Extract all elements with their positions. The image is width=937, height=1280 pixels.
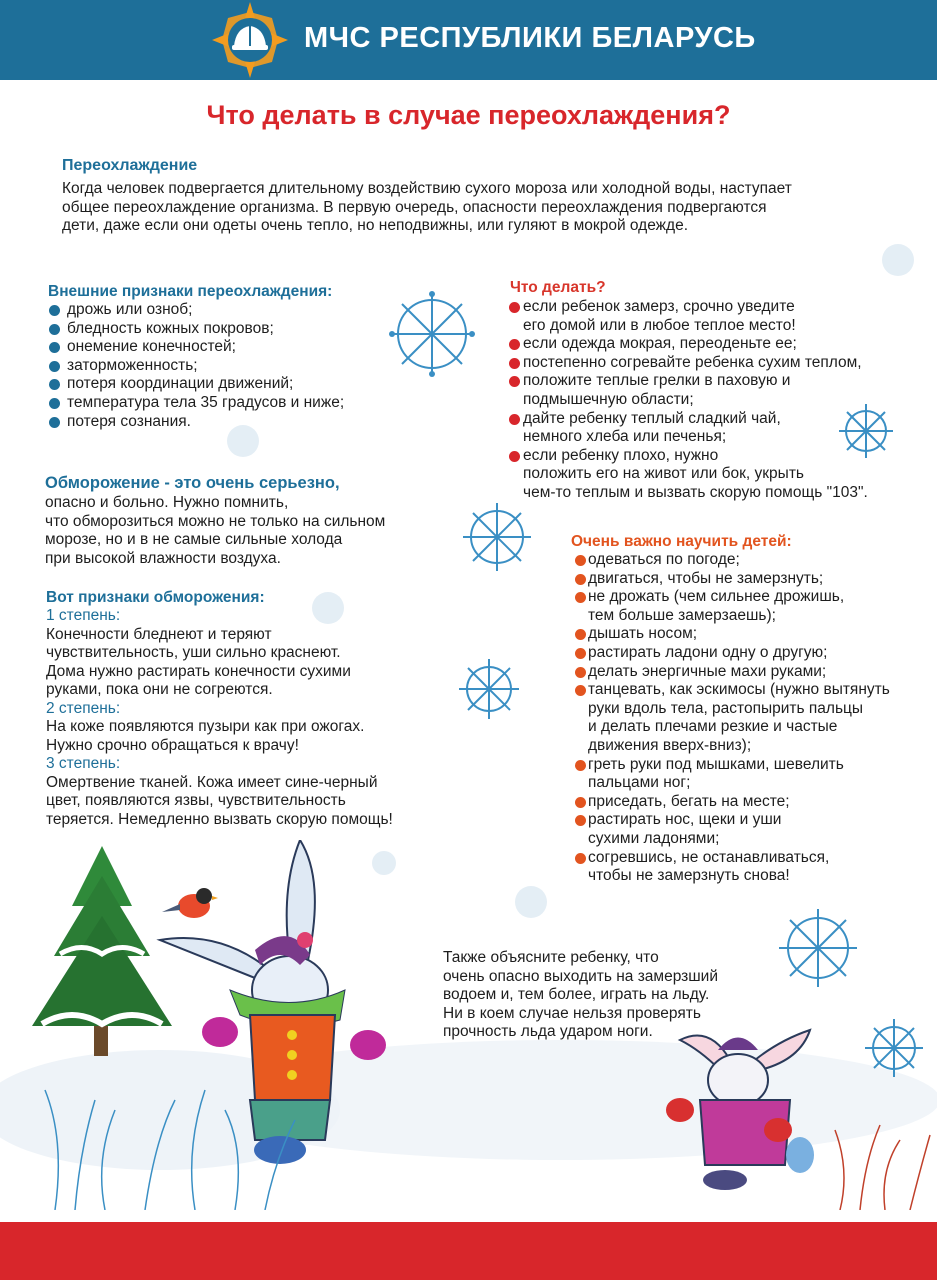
list-item: одеваться по погоде;	[574, 551, 890, 570]
list-item: двигаться, чтобы не замерзнуть;	[574, 570, 890, 589]
degree-line: На коже появляются пузыри как при ожогах.	[46, 718, 365, 735]
list-item: онемение конечностей;	[48, 338, 344, 357]
intro-heading: Переохлаждение	[62, 157, 198, 174]
frostbite-line: при высокой влажности воздуха.	[45, 549, 281, 567]
footer-bar	[0, 1222, 937, 1280]
bunny-with-toy-illustration	[650, 1020, 830, 1200]
organization-name: МЧС РЕСПУБЛИКИ БЕЛАРУСЬ	[304, 22, 756, 54]
degree-line: Дома нужно растирать конечности сухими	[46, 662, 351, 680]
ice-note-line: Ни в коем случае нельзя проверять	[443, 1004, 701, 1022]
snowflake-icon	[460, 500, 534, 574]
snowflake-icon	[776, 906, 860, 990]
list-item: не дрожать (чем сильнее дрожишь, тем больше замерзаешь);	[574, 588, 890, 625]
list-item: танцевать, как эскимосы (нужно вытянуть руки вдоль тела, растопырить пальцы и делать плечами резкие и частые движения вверх-вниз);	[574, 681, 890, 755]
intro-line: Когда человек подвергается длительному воздействию сухого мороза или холодной воды, наступает	[62, 180, 792, 197]
list-item: приседать, бегать на месте;	[574, 793, 890, 812]
frostbite-line: опасно и больно. Нужно помнить,	[45, 494, 289, 511]
degree-label: 1 степень:	[46, 607, 121, 624]
list-item: греть руки под мышками, шевелить пальцами ног;	[574, 756, 890, 793]
list-item: заторможенность;	[48, 357, 344, 376]
list-item: дайте ребенку теплый сладкий чай, немного хлеба или печенья;	[508, 410, 868, 447]
frostbite-line: морозе, но и в не самые сильные холода	[45, 531, 343, 548]
snowflake-icon	[388, 290, 476, 378]
page-title: Что делать в случае переохлаждения?	[206, 100, 731, 130]
degree-line: Омертвение тканей. Кожа имеет сине-черный	[46, 773, 378, 791]
degree-line: Конечности бледнеют и теряют	[46, 625, 272, 643]
ice-note-line: водоем и, тем более, играть на льду.	[443, 986, 710, 1003]
list-item: температура тела 35 градусов и ниже;	[48, 394, 344, 413]
list-item: растирать нос, щеки и уши сухими ладонями;	[574, 811, 890, 848]
list-item: если ребенок замерз, срочно уведите его домой или в любое теплое место!	[508, 298, 868, 335]
intro-line: дети, даже если они одеты очень тепло, но неподвижны, или гуляют в мокрой одежде.	[62, 217, 689, 234]
list-item: если одежда мокрая, переоденьте ее;	[508, 335, 868, 354]
list-item: дышать носом;	[574, 625, 890, 644]
list-item: если ребенку плохо, нужно положить его на живот или бок, укрыть чем-то теплым и вызвать скорую помощь "103".	[508, 447, 868, 503]
degree-label: 3 степень:	[46, 755, 121, 772]
list-item: бледность кожных покровов;	[48, 320, 344, 339]
list-item: растирать ладони одну о другую;	[574, 644, 890, 663]
teach-children-heading: Очень важно научить детей:	[571, 533, 792, 550]
list-item: положите теплые грелки в паховую и подмышечную области;	[508, 372, 868, 409]
list-item: делать энергичные махи руками;	[574, 663, 890, 682]
snowflake-icon	[836, 401, 896, 461]
degree-line: цвет, появляются язвы, чувствительность	[46, 792, 346, 809]
list-item: дрожь или озноб;	[48, 301, 344, 320]
snowflake-icon	[862, 1016, 926, 1080]
red-reeds-illustration	[830, 1120, 935, 1210]
intro-line: общее переохлаждение организма. В первую очередь, опасности переохлаждения подвергаются	[62, 198, 767, 216]
list-item: постепенно согревайте ребенка сухим теплом,	[508, 354, 868, 373]
ice-note-line: очень опасно выходить на замерзший	[443, 967, 718, 985]
ice-note-line: прочность льда ударом ноги.	[443, 1023, 653, 1040]
degree-line: руками, пока они не согреются.	[46, 681, 273, 698]
what-to-do-heading: Что делать?	[510, 279, 606, 296]
snowflake-icon	[456, 656, 522, 722]
list-item: согревшись, не останавливаться, чтобы не замерзнуть снова!	[574, 849, 890, 886]
frostbite-line: что обморозиться можно не только на сильном	[45, 512, 386, 530]
degree-label: 2 степень:	[46, 699, 121, 717]
degree-line: теряется. Немедленно вызвать скорую помощь!	[46, 810, 393, 828]
reeds-illustration	[35, 1080, 305, 1210]
degree-line: Нужно срочно обращаться к врачу!	[46, 736, 299, 754]
frostbite-heading: Обморожение - это очень серьезно,	[45, 474, 340, 492]
list-item: потеря координации движений;	[48, 375, 344, 394]
degree-line: чувствительность, уши сильно краснеют.	[46, 644, 341, 661]
ice-note-line: Также объясните ребенку, что	[443, 949, 659, 966]
external-signs-heading: Внешние признаки переохлаждения:	[48, 283, 333, 300]
frostbite-signs-heading: Вот признаки обморожения:	[46, 589, 265, 606]
list-item: потеря сознания.	[48, 413, 344, 432]
